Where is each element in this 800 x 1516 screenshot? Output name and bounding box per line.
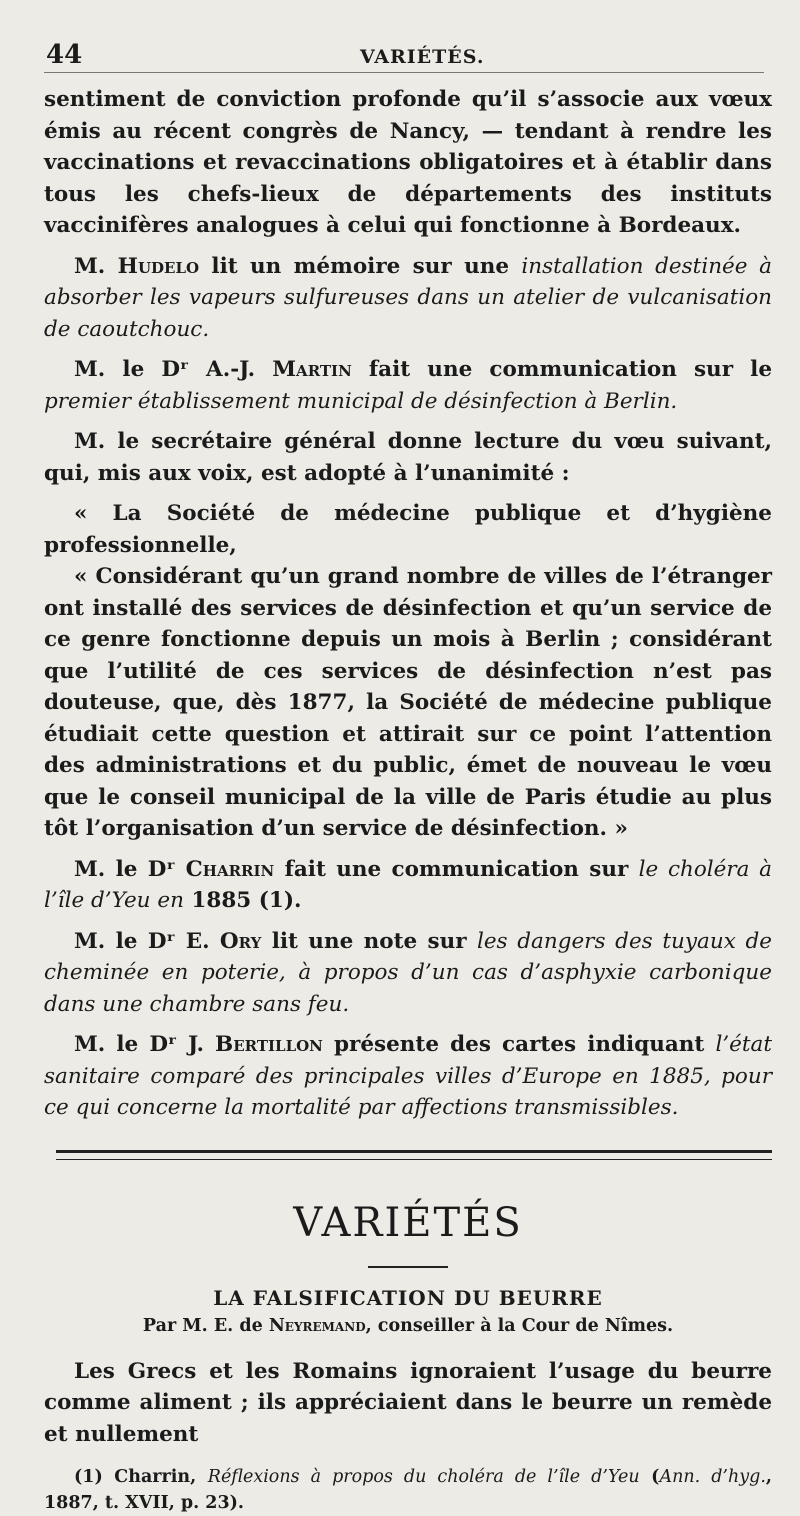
- article-body: Les Grecs et les Romains ignoraient l’usage du beurre comme aliment ; ils appréciaient dans le beurre un remède et nullement: [44, 1358, 772, 1447]
- paragraph-hudelo: M. Hudelo lit un mémoire sur une installation destinée à absorber les vapeurs sulfureuses dans un atelier de vulcanisation de caoutchouc.: [44, 253, 772, 342]
- paragraph-bertillon: M. le Dʳ J. Bertillon présente des cartes indiquant l’état sanitaire comparé des principales villes d’Europe en 1885, pour ce qui concerne la mortalité par affections transmissibles.: [44, 1032, 772, 1120]
- author-name: Charrin: [185, 856, 275, 882]
- communication-title: le choléra à l’île d’Yeu en: [44, 856, 772, 913]
- footnote-title: Réflexions à propos du choléra de l’île d’Yeu: [207, 1467, 640, 1487]
- paragraph-secretary: M. le secrétaire général donne lecture du vœu suivant, qui, mis aux voix, est adopté à l’unanimité :: [44, 429, 772, 486]
- header-rule: [44, 72, 764, 73]
- note-title: les dangers des tuyaux de cheminée en poterie, à propos d’un cas d’asphyxie carbonique dans une chambre sans feu.: [44, 928, 772, 1017]
- page-body: [44, 84, 772, 1516]
- article-title: LA FALSIFICATION DU BEURRE: [213, 1285, 603, 1310]
- paragraph-martin: M. le Dʳ A.-J. Martin fait une communication sur le premier établissement municipal de désinfection à Berlin.: [44, 357, 772, 414]
- title-rule: [368, 1266, 448, 1268]
- author-name: E. Ory: [185, 928, 262, 954]
- memoir-title: installation destinée à absorber les vapeurs sulfureuses dans un atelier de vulcanisation de caoutchouc.: [44, 253, 772, 342]
- paragraph-ory: M. le Dʳ E. Ory lit une note sur les dangers des tuyaux de cheminée en poterie, à propos d’un cas d’asphyxie carbonique dans une chambre sans feu.: [44, 928, 772, 1017]
- section-divider: [56, 1150, 772, 1160]
- footnote: (1) Charrin, Réflexions à propos du choléra de l’île d’Yeu (Ann. d’hyg., 1887, t. XVII, p. 23).: [44, 1467, 772, 1513]
- maps-title: l’état sanitaire comparé des principales villes d’Europe en 1885, pour ce qui concerne la mortalité par affections transmissibles.: [44, 1032, 772, 1120]
- author-name: J. Bertillon: [187, 1032, 323, 1057]
- author-name: Hudelo: [117, 253, 200, 279]
- quote-society: « La Société de médecine publique et d’hygiène professionnelle,: [44, 501, 772, 558]
- article-byline: Par M. E. de Neyremand, conseiller à la Cour de Nîmes.: [142, 1315, 674, 1336]
- paragraph-charrin: M. le Dʳ Charrin fait une communication sur le choléra à l’île d’Yeu en 1885 (1).: [44, 856, 772, 913]
- running-title: VARIÉTÉS.: [360, 46, 485, 68]
- communication-title: premier établissement municipal de désinfection à Berlin.: [44, 388, 678, 414]
- byline-author: Neyremand: [268, 1315, 366, 1336]
- page-number: 44: [46, 40, 83, 70]
- paragraph-vaccination-vow: sentiment de conviction profonde qu’il s’associe aux vœux émis au récent congrès de Nancy, — tendant à rendre les vaccinations et revaccinations obligatoires et à établir dans tous les chefs-lieux de départements des instituts vaccinifères analogues à celui qui fonctionne à Bordeaux.: [44, 87, 772, 238]
- running-header: [0, 40, 800, 74]
- section-title: VARIÉTÉS: [293, 1199, 523, 1246]
- author-name: A.-J. Martin: [206, 357, 352, 382]
- quote-considering: « Considérant qu’un grand nombre de villes de l’étranger ont installé des services de désinfection et qu’un service de ce genre fonctionne depuis un mois à Berlin ; considérant que l’utilité de ces services de désinfection n’est pas douteuse, que, dès 1877, la Société de médecine publique étudiait cette question et attirait sur ce point l’attention des administrations et du public, émet de nouveau le vœu que le conseil municipal de la ville de Paris étudie au plus tôt l’organisation d’un service de désinfection. »: [44, 564, 772, 841]
- footnote-journal: Ann. d’hyg.: [659, 1467, 766, 1487]
